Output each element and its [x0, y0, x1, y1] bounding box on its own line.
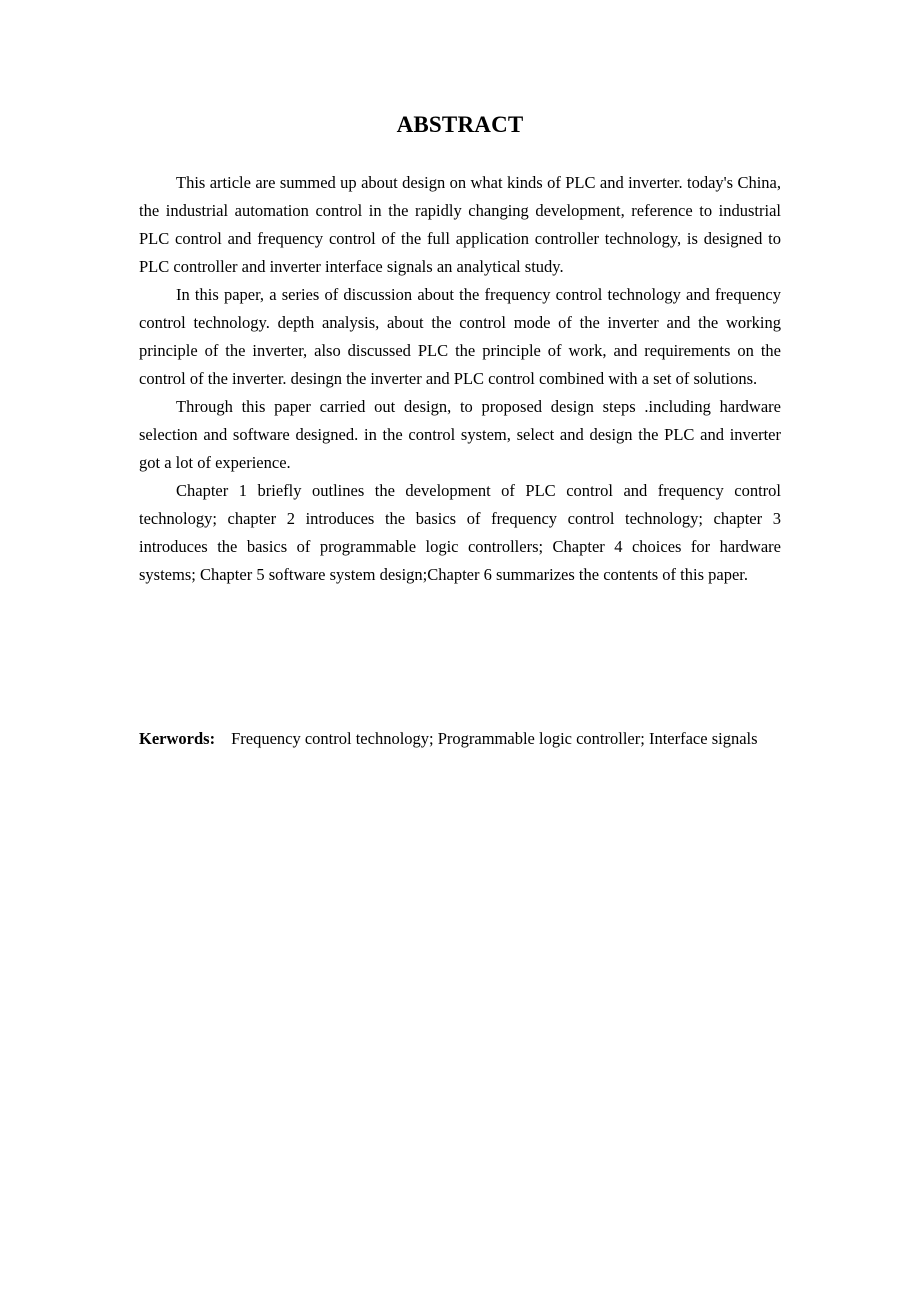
- abstract-paragraph-1: This article are summed up about design on what kinds of PLC and inverter. today's China, the industrial automation control in the rapidly changing development, reference to industrial PLC control and frequency control of the full application controller technology, is designed to PLC controller and inverter interface signals an analytical study.: [139, 173, 781, 276]
- abstract-paragraph-2: In this paper, a series of discussion about the frequency control technology and frequency control technology. depth analysis, about the control mode of the inverter and the working principle of the inverter, also discussed PLC the principle of work, and requirements on the control of the inverter. desingn the inverter and PLC control combined with a set of solutions.: [139, 285, 781, 388]
- abstract-title: ABSTRACT: [396, 112, 524, 137]
- keywords-text: Frequency control technology; Programmable logic controller; Interface signals: [231, 729, 758, 748]
- abstract-paragraph-4: Chapter 1 briefly outlines the development of PLC control and frequency control technology; chapter 2 introduces the basics of frequency control technology; chapter 3 introduces the basics of programmable logic controllers; Chapter 4 choices for hardware systems; Chapter 5 software system design;Chapter 6 summarizes the contents of this paper.: [139, 481, 781, 584]
- keywords-label: Kerwords:: [139, 729, 216, 748]
- abstract-paragraph-3: Through this paper carried out design, to proposed design steps .including hardware selection and software designed. in the control system, select and design the PLC and inverter got a lot of experience.: [139, 397, 781, 472]
- abstract-body: [139, 169, 781, 589]
- keywords-line: [139, 725, 781, 753]
